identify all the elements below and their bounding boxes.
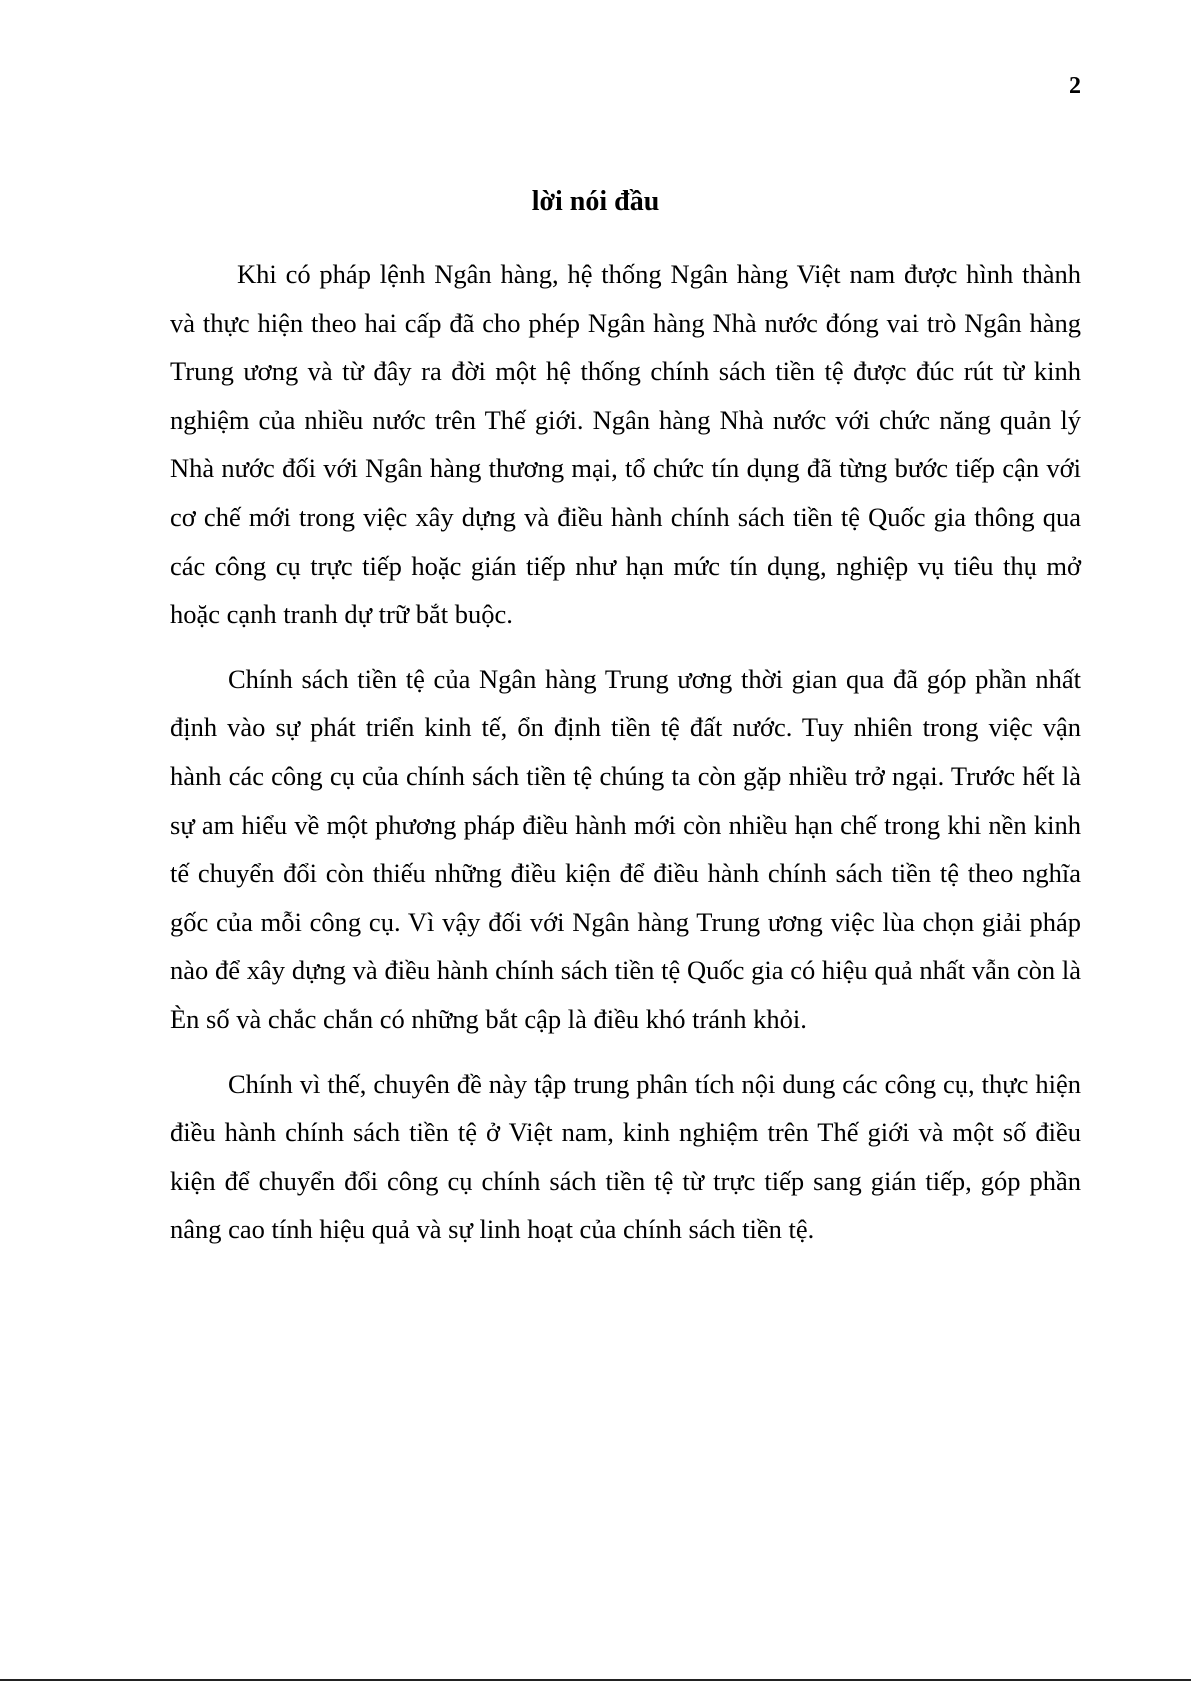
page-title: lời nói đầu [531,186,660,217]
paragraph-3: Chính vì thế, chuyên đề này tập trung phân tích nội dung các công cụ, thực hiện điều hành chính sách tiền tệ ở Việt nam, kinh nghiệm trên Thế giới và một số điều kiện để chuyển đổi công cụ chính sách tiền tệ từ trực tiếp sang gián tiếp, góp phần nâng cao tính hiệu quả và sự linh hoạt của chính sách tiền tệ. [170,1068,1081,1245]
paragraph-1: Khi có pháp lệnh Ngân hàng, hệ thống Ngân hàng Việt nam được hình thành và thực hiện theo hai cấp đã cho phép Ngân hàng Nhà nước đóng vai trò Ngân hàng Trung ương và từ đây ra đời một hệ thống chính sách tiền tệ được đúc rút từ kinh nghiệm của nhiều nước trên Thế giới. Ngân hàng Nhà nước với chức năng quản lý Nhà nước đối với Ngân hàng thương mại, tổ chức tín dụng đã từng bước tiếp cận với cơ chế mới trong việc xây dựng và điều hành chính sách tiền tệ Quốc gia thông qua các công cụ trực tiếp hoặc gián tiếp như hạn mức tín dụng, nghiệp vụ tiêu thụ mở hoặc cạnh tranh dự trữ bắt buộc. [170,259,1081,630]
page-number: 2 [1069,73,1081,99]
paragraph-2: Chính sách tiền tệ của Ngân hàng Trung ương thời gian qua đã góp phần nhất định vào sự phát triển kinh tế, ổn định tiền tệ đất nước. Tuy nhiên trong việc vận hành các công cụ của chính sách tiền tệ chúng ta còn gặp nhiều trở ngại. Trước hết là sự am hiểu về một phương pháp điều hành mới còn nhiều hạn chế trong khi nền kinh tế chuyển đổi còn thiếu những điều kiện để điều hành chính sách tiền tệ theo nghĩa gốc của mỗi công cụ. Vì vậy đối với Ngân hàng Trung ương việc lùa chọn giải pháp nào để xây dựng và điều hành chính sách tiền tệ Quốc gia có hiệu quả nhất vẫn còn là Èn số và chắc chắn có những bắt cập là điều khó tránh khỏi. [170,663,1081,1034]
bottom-divider [0,1679,1191,1681]
document-body [170,250,1081,1270]
